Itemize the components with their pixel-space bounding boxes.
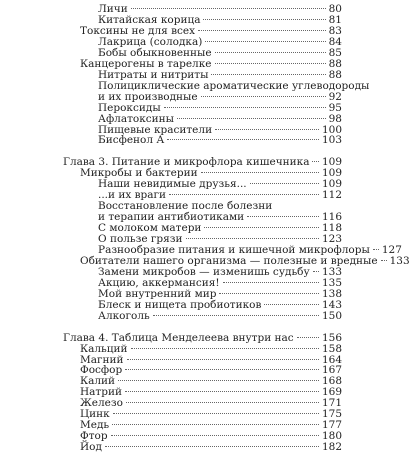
- toc-page-number: 103: [321, 134, 342, 147]
- toc-entry-title: Бисфенол А: [98, 134, 165, 147]
- toc-entry-title: Алкоголь: [98, 309, 150, 322]
- dot-leader: [131, 348, 319, 349]
- toc-page-number: 92: [328, 90, 342, 103]
- toc-page-number: 169: [321, 386, 342, 399]
- toc-page-number: 98: [328, 112, 342, 125]
- dot-leader: [297, 337, 319, 338]
- dot-leader: [201, 172, 319, 173]
- toc-entry-title: Микробы и бактерии: [80, 167, 198, 180]
- toc-entry-title: Полициклические ароматические углеводороды: [98, 79, 370, 92]
- toc-entry-title: ...и их враги: [98, 189, 166, 202]
- toc-page-number: 109: [321, 156, 342, 169]
- dot-leader: [204, 227, 319, 228]
- toc-entry-title: и терапии антибиотиками: [98, 211, 245, 224]
- dot-leader: [125, 391, 319, 392]
- dot-leader: [201, 96, 326, 97]
- dot-leader: [312, 161, 319, 162]
- toc-page-number: 88: [328, 68, 342, 81]
- toc-page-number: 164: [321, 353, 342, 366]
- toc-entry-title: Нитраты и нитриты: [98, 68, 209, 81]
- dot-leader: [381, 260, 387, 261]
- toc-page-number: 109: [321, 178, 342, 191]
- toc-page-number: 168: [321, 375, 342, 388]
- toc-page-number: 112: [321, 189, 342, 202]
- toc-page-number: 156: [321, 331, 342, 344]
- toc-entry-title: Калий: [80, 375, 116, 388]
- toc-entry-title: Замени микробов — изменишь судьбу: [98, 265, 310, 278]
- toc-page-number: 95: [328, 101, 342, 114]
- dot-leader: [112, 424, 319, 425]
- toc-entry-title: Восстановление после болезни: [98, 200, 273, 213]
- toc-entry-title: Кальций: [80, 342, 128, 355]
- toc-entry-title: Наши невидимые друзья...: [98, 178, 247, 191]
- dot-leader: [169, 194, 319, 195]
- toc-page-number: 88: [328, 57, 342, 70]
- toc-entry-title: Пищевые красители: [98, 123, 213, 136]
- toc-entry-row: [80, 441, 342, 454]
- dot-leader: [211, 74, 325, 75]
- dot-leader: [250, 183, 319, 184]
- dot-leader: [223, 282, 319, 283]
- toc-page-number: 84: [328, 35, 342, 48]
- toc-entry-row: [98, 310, 342, 323]
- dot-leader: [215, 129, 319, 130]
- dot-leader: [118, 380, 319, 381]
- toc-entry-title: Лакрица (солодка): [98, 35, 203, 48]
- toc-entry-title: О пользе грязи: [98, 233, 183, 245]
- dot-leader: [153, 315, 319, 316]
- toc-page-number: 123: [321, 233, 342, 245]
- toc-page-number: 127: [381, 243, 402, 256]
- toc-entry-title: Йод: [80, 441, 102, 454]
- dot-leader: [167, 139, 319, 140]
- dot-leader: [264, 304, 319, 305]
- dot-leader: [164, 107, 326, 108]
- dot-leader: [186, 238, 319, 239]
- dot-leader: [215, 52, 326, 53]
- toc-page-number: 167: [321, 364, 342, 377]
- toc-page-number: 175: [321, 408, 342, 421]
- dot-leader: [215, 63, 326, 64]
- dot-leader: [205, 41, 325, 42]
- toc-entry-title: Токсины не для всех: [80, 24, 196, 37]
- toc-page-number: 133: [389, 254, 410, 267]
- toc-entry-title: Натрий: [80, 386, 122, 399]
- toc-entry-title: Канцерогены в тарелке: [80, 57, 212, 70]
- dot-leader: [131, 8, 326, 9]
- toc-entry-title: Фтор: [80, 430, 108, 443]
- toc-entry-title: Глава 3. Питание и микрофлора кишечника: [63, 156, 310, 169]
- dot-leader: [373, 249, 379, 250]
- toc-page-number: 150: [321, 309, 342, 322]
- toc-entry-title: Бобы обыкновенные: [98, 46, 212, 59]
- toc-page-number: 118: [321, 222, 342, 234]
- dot-leader: [198, 30, 326, 31]
- toc-entry-title: Личи: [98, 3, 128, 15]
- dot-leader: [126, 402, 319, 403]
- toc-entry-title: Обитатели нашего организма — полезные и вредные: [80, 254, 378, 267]
- toc-page-number: 180: [321, 430, 342, 443]
- toc-page-number: 83: [328, 24, 342, 37]
- toc-page-number: 116: [321, 211, 342, 224]
- toc-page-number: 85: [328, 46, 342, 59]
- toc-entry-title: С молоком матери: [98, 222, 202, 234]
- toc-page-number: 81: [328, 13, 342, 26]
- toc-entry-title: и их производные: [98, 90, 198, 103]
- toc-page-number: 138: [321, 287, 342, 300]
- toc-page-number: 109: [321, 167, 342, 180]
- toc-entry-title: Медь: [80, 419, 110, 432]
- dot-leader: [177, 118, 326, 119]
- toc-entry-title: Магний: [80, 353, 124, 366]
- toc-page-number: 100: [321, 123, 342, 136]
- toc-page-number: 158: [321, 342, 342, 355]
- toc-entry-title: Пероксиды: [98, 101, 161, 114]
- toc-page-number: 133: [321, 265, 342, 278]
- toc-entry-title: Афлатоксины: [98, 112, 175, 125]
- toc-entry-title: Блеск и нищета пробиотиков: [98, 298, 262, 311]
- toc-page-number: 143: [321, 298, 342, 311]
- toc-page-number: 182: [321, 441, 342, 454]
- toc-entry-title: Цинк: [80, 408, 110, 421]
- dot-leader: [105, 446, 319, 447]
- toc-entry-title: Железо: [80, 397, 123, 410]
- toc-page-number: 171: [321, 397, 342, 410]
- toc-entry-title: Мой внутренний мир: [98, 287, 217, 300]
- toc-entry-title: Акцию, аккермансия!: [98, 276, 220, 289]
- toc-page-number: 177: [321, 419, 342, 432]
- toc-page-number: 135: [321, 276, 342, 289]
- dot-leader: [247, 216, 319, 217]
- dot-leader: [203, 19, 325, 20]
- toc-entry-title: Разнообразие питания и кишечной микрофлоры: [98, 243, 370, 256]
- dot-leader: [125, 369, 319, 370]
- dot-leader: [313, 271, 319, 272]
- dot-leader: [113, 413, 319, 414]
- toc-entry-title: Китайская корица: [98, 13, 201, 26]
- dot-leader: [127, 359, 319, 360]
- toc-entry-title: Глава 4. Таблица Менделеева внутри нас: [63, 331, 294, 344]
- toc-entry-row: [98, 134, 342, 147]
- dot-leader: [219, 293, 318, 294]
- toc-page-number: 80: [328, 3, 342, 15]
- toc-entry-title: Фосфор: [80, 364, 123, 377]
- dot-leader: [111, 435, 319, 436]
